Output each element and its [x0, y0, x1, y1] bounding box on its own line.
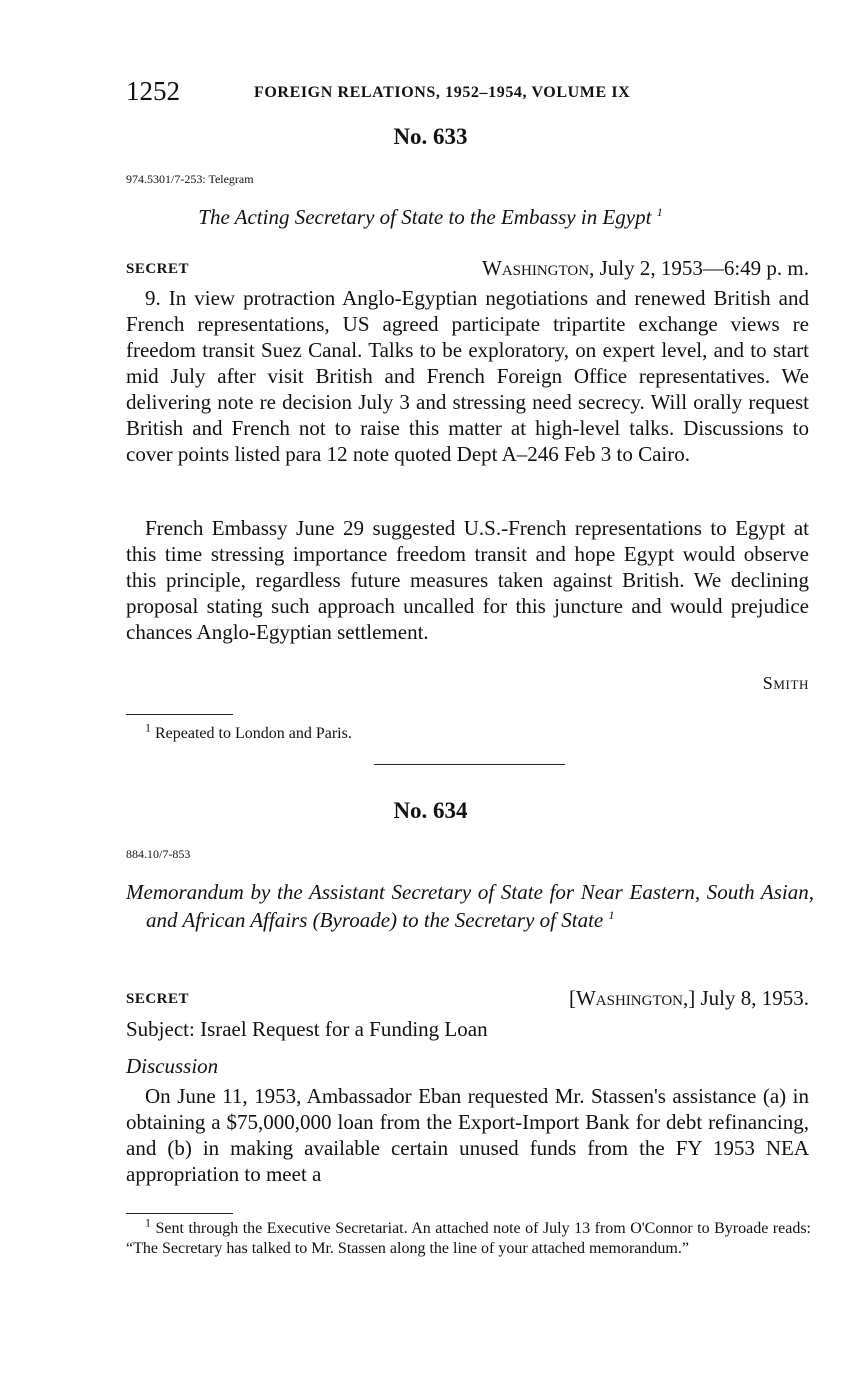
document-number-633: No. 633: [393, 124, 468, 149]
footnote-text: Repeated to London and Paris.: [155, 725, 352, 742]
dateline-place: Washington: [482, 256, 590, 280]
footnote-marker: 1: [145, 1215, 151, 1230]
document-title-633: [0, 203, 861, 231]
document-number-634: No. 634: [393, 798, 468, 823]
footnote-divider: [126, 1213, 233, 1214]
section-divider: [374, 764, 565, 765]
dateline-date: , July 2, 1953—6:49 p. m.: [589, 256, 809, 280]
signature: Smith: [762, 673, 809, 693]
file-reference-633: 974.5301/7-253: Telegram: [126, 172, 254, 186]
classification-label: SECRET: [126, 261, 190, 277]
document-title-text: Memorandum by the Assistant Secretary of State for Near Eastern, South Asian, and African Affairs (Byroade) to the Secretary of State: [126, 880, 814, 932]
dateline-place: Washington,: [575, 986, 689, 1010]
telegram-paragraph-1: 9. In view protraction Anglo-Egyptian negotiations and renewed British and French representations, US agreed participate tripartite exchange views re freedom transit Suez Canal. Talks to be exploratory, on expert level, and to start mid July after visit British and French Foreign Office representatives. We delivering note re decision July 3 and stressing need secrecy. Will orally request British and French not to raise this matter at high-level talks. Discussions to cover points listed para 12 note quoted Dept A–246 Feb 3 to Cairo.: [126, 286, 809, 466]
classification-label: SECRET: [126, 991, 190, 1007]
footnote-text: Sent through the Executive Secretariat. An attached note of July 13 from O'Connor to Byroade reads: “The Secretary has talked to Mr. Stassen along the line of your attached memorandum.”: [126, 1220, 811, 1257]
memo-paragraph-1: On June 11, 1953, Ambassador Eban requested Mr. Stassen's assistance (a) in obtaining a $75,000,000 loan from the Export-Import Bank for debt refinancing, and (b) in making available certain unused funds from the FY 1953 NEA appropriation to meet a: [126, 1084, 809, 1186]
dateline-bracket: [: [568, 986, 576, 1010]
dateline-634: [569, 986, 809, 1011]
discussion-heading: Discussion: [126, 1054, 219, 1078]
footnote-633: [126, 720, 811, 744]
footnote-marker: 1: [608, 908, 615, 922]
footnote-634: [126, 1215, 811, 1259]
memo-subject: Subject: Israel Request for a Funding Loan: [126, 1017, 488, 1041]
footnote-divider: [126, 714, 233, 715]
page-number: 1252: [126, 76, 180, 106]
footnote-marker: 1: [656, 205, 663, 219]
telegram-paragraph-2: French Embassy June 29 suggested U.S.-French representations to Egypt at this time stressing importance freedom transit and hope Egypt would observe this principle, regardless future measures taken against British. We declining proposal stating such approach uncalled for this juncture and would prejudice chances Anglo-Egyptian settlement.: [126, 516, 809, 644]
dateline-date: ] July 8, 1953.: [688, 986, 809, 1010]
footnote-marker: 1: [145, 720, 151, 735]
dateline-633: [482, 256, 809, 281]
document-title-text: The Acting Secretary of State to the Embassy in Egypt: [198, 205, 652, 229]
file-reference-634: 884.10/7-853: [126, 847, 191, 861]
running-title: FOREIGN RELATIONS, 1952–1954, VOLUME IX: [254, 84, 631, 101]
document-title-634: [126, 878, 814, 934]
